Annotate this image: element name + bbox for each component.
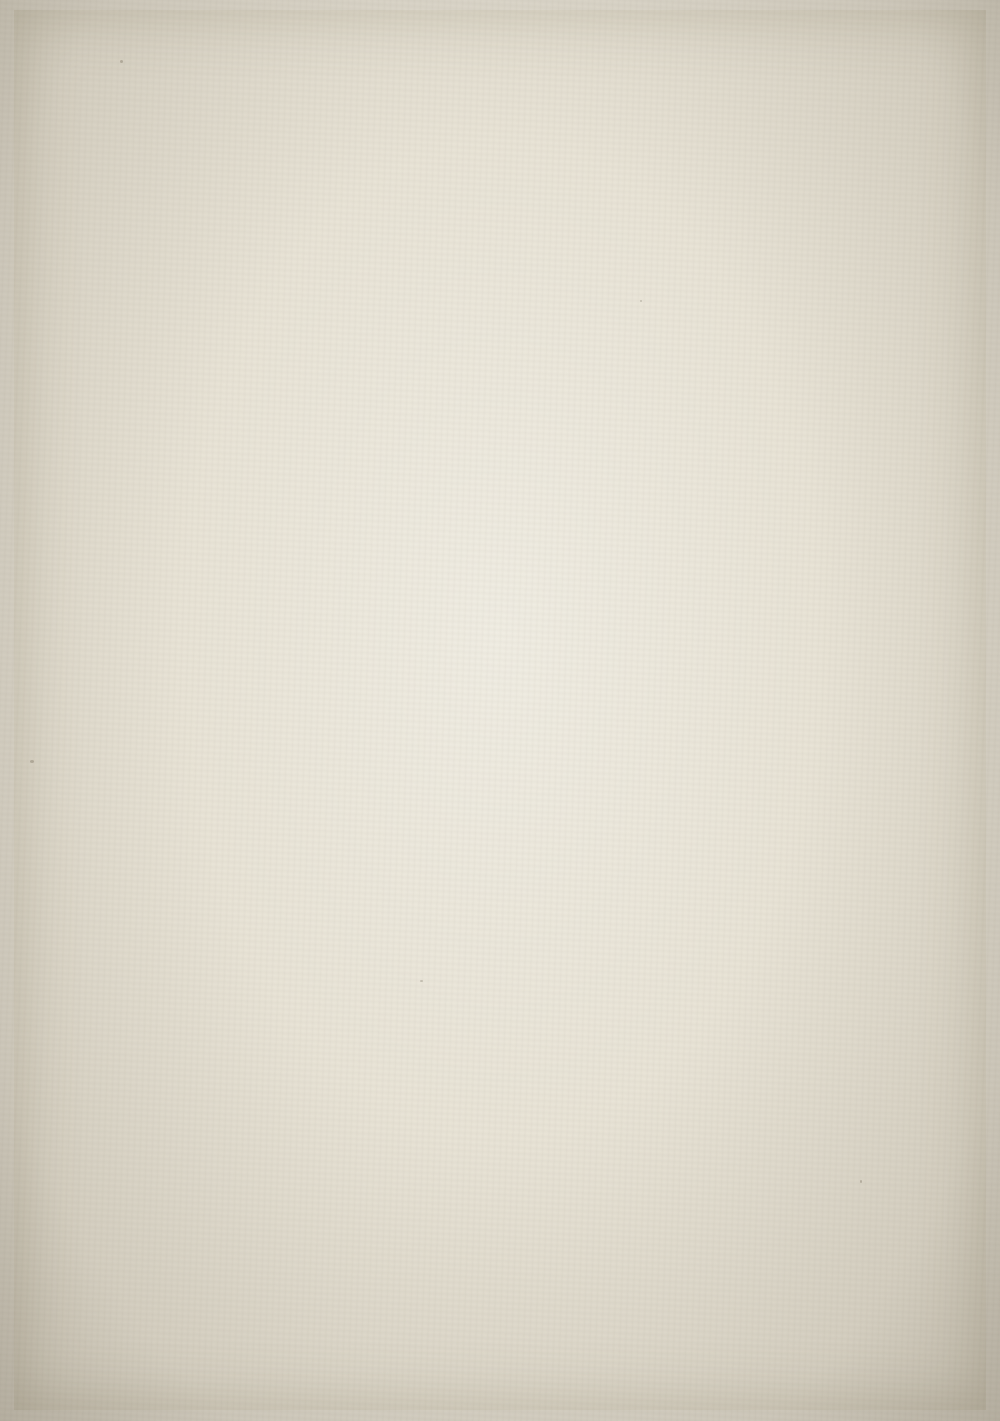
paper-speck	[640, 300, 642, 302]
paper-speck	[420, 980, 423, 982]
paper-sheet	[14, 10, 986, 1410]
paper-speck	[860, 1180, 862, 1183]
paper-speck	[30, 760, 34, 763]
paper-speck	[120, 60, 123, 63]
